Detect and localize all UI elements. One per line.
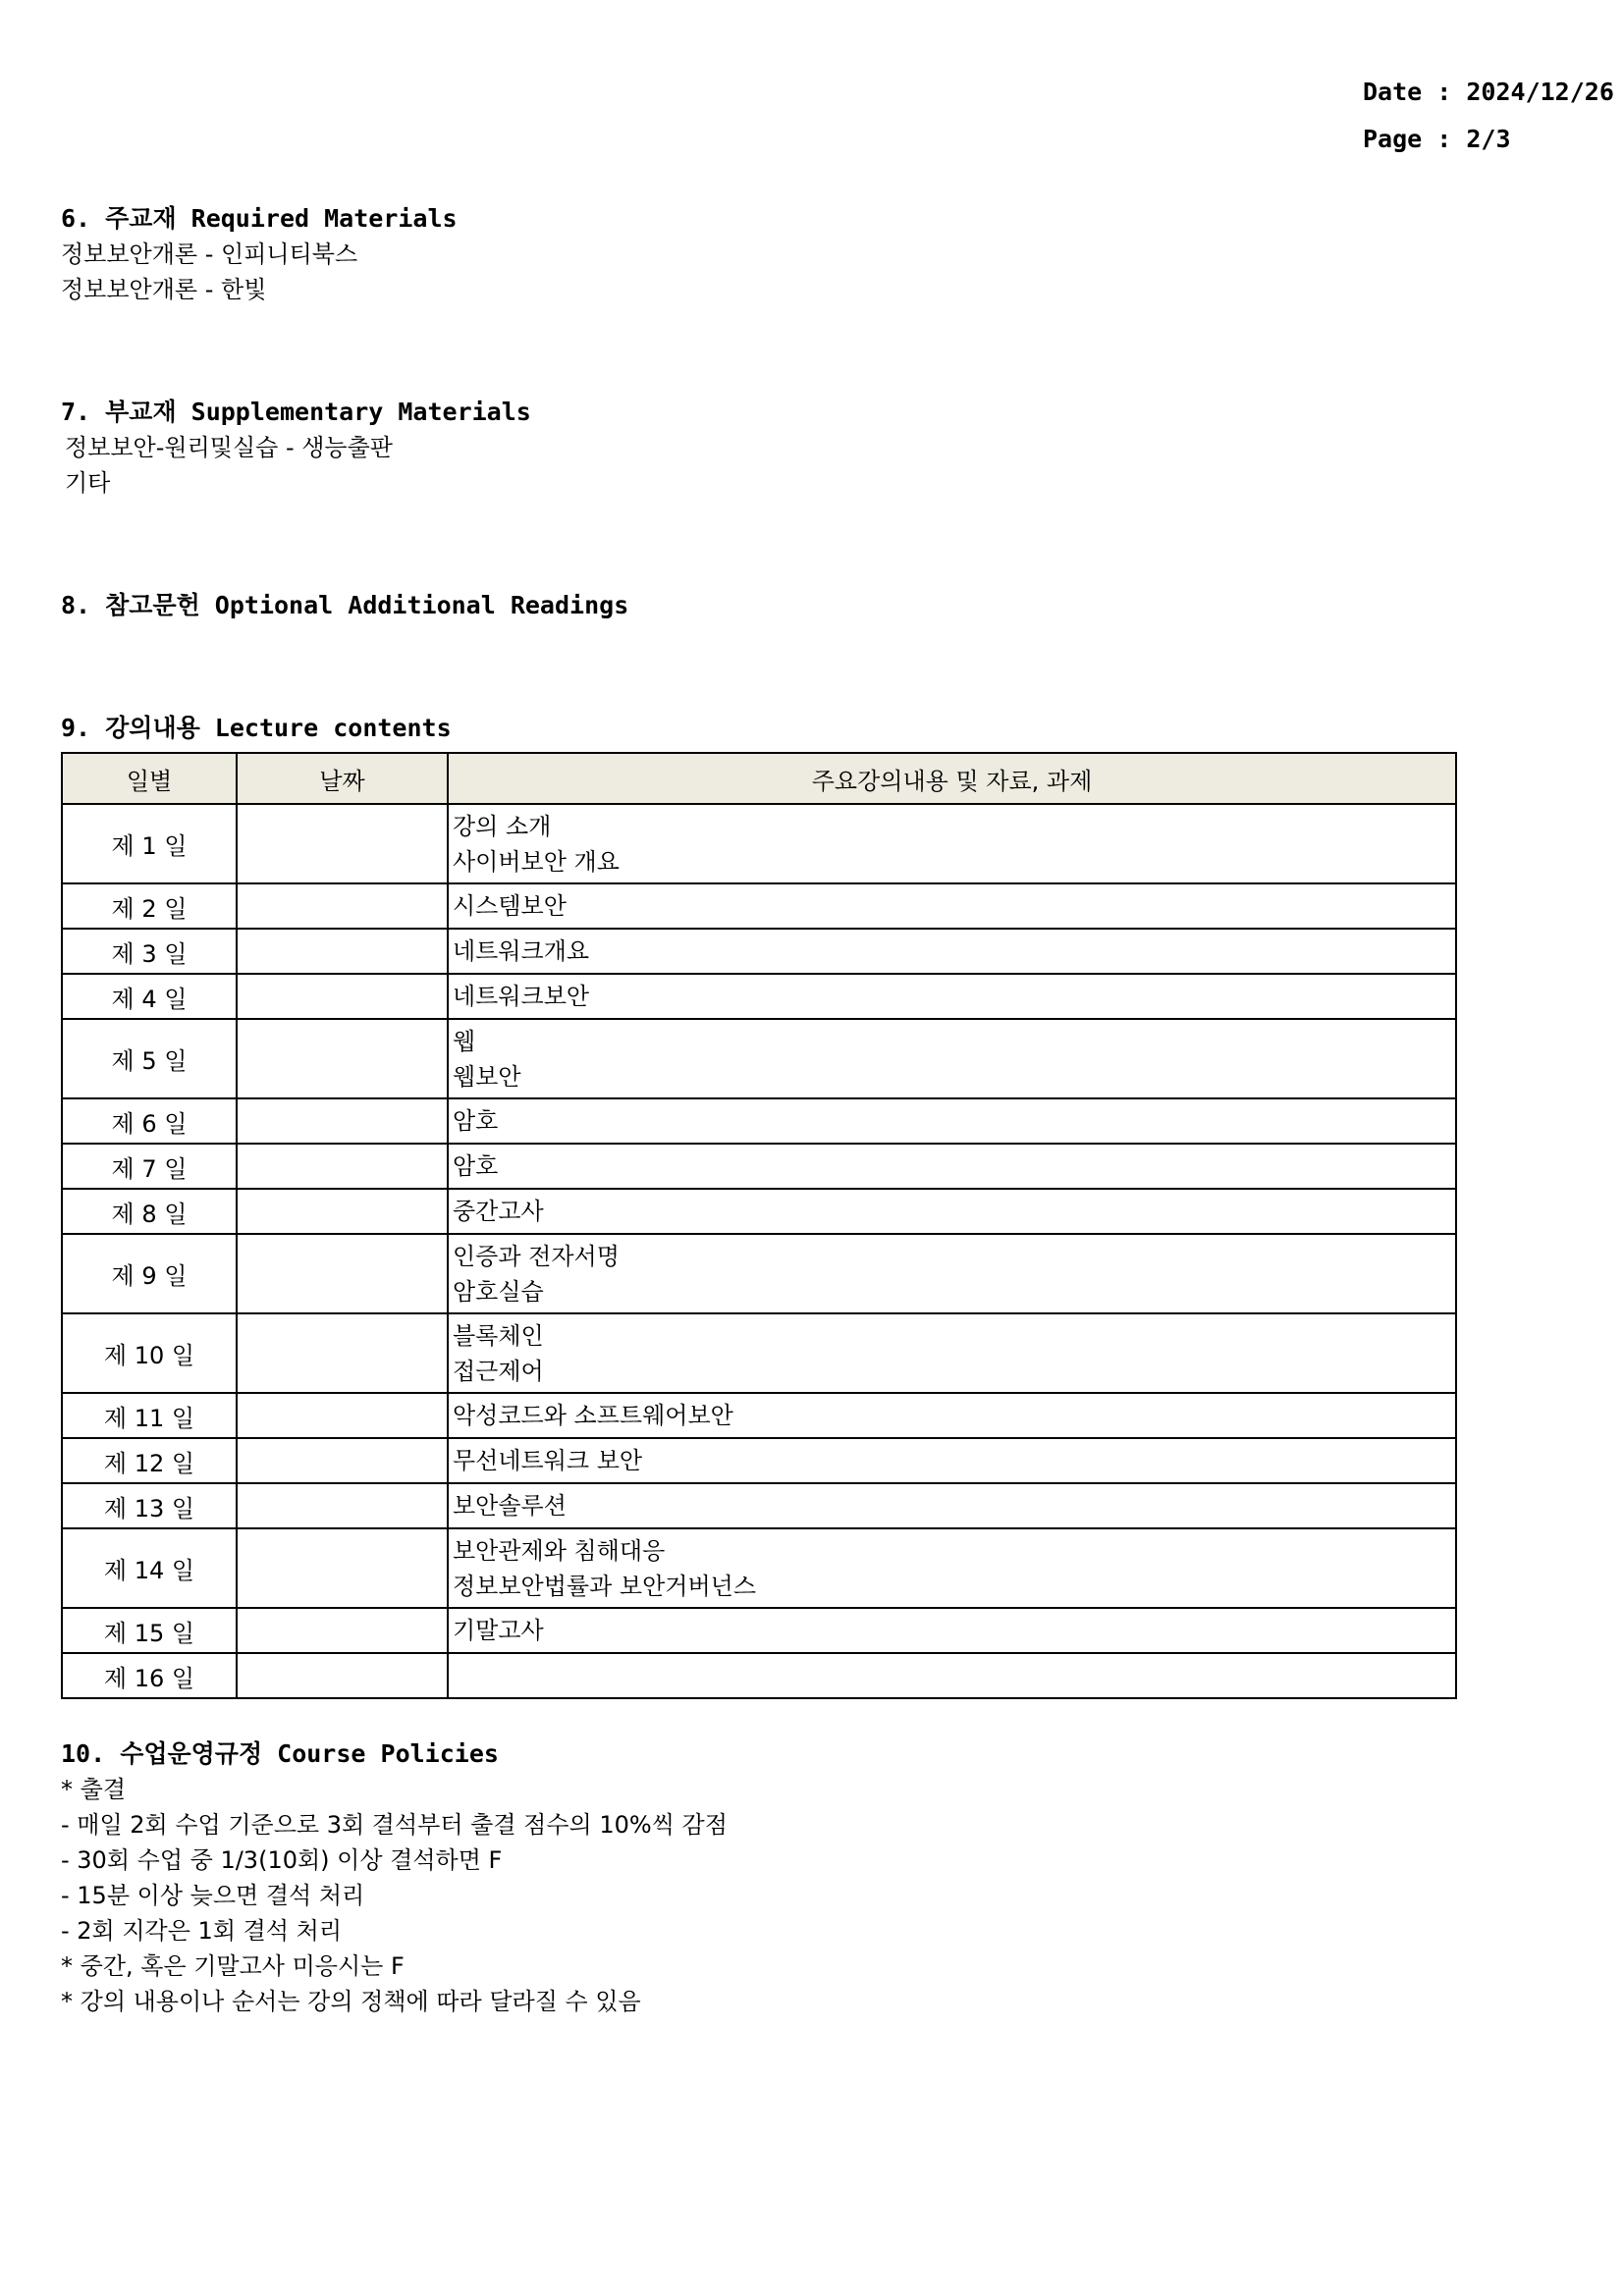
policy-line: * 강의 내용이나 순서는 강의 정책에 따라 달라질 수 있음 <box>61 1988 641 2015</box>
table-row <box>62 804 1456 883</box>
date-cell <box>237 1608 448 1653</box>
table-row <box>62 1189 1456 1234</box>
day-cell: 제 8 일 <box>62 1189 237 1234</box>
content-cell <box>448 1234 1456 1313</box>
column-header-date: 날짜 <box>237 753 448 804</box>
section-course-policies <box>61 1736 1455 2019</box>
content-cell <box>448 883 1456 929</box>
content-cell <box>448 1528 1456 1608</box>
section-optional-readings <box>61 588 1455 623</box>
day-cell: 제 9 일 <box>62 1234 237 1313</box>
content-cell <box>448 1189 1456 1234</box>
date-cell <box>237 1653 448 1698</box>
content-line: 무선네트워크 보안 <box>453 1447 643 1474</box>
date-cell <box>237 1393 448 1438</box>
table-row <box>62 1393 1456 1438</box>
list-item: 기타 <box>65 469 111 497</box>
day-cell: 제 12 일 <box>62 1438 237 1483</box>
table-row <box>62 1483 1456 1528</box>
content-line: 보안관제와 침해대응 <box>453 1536 666 1565</box>
content-cell <box>448 1608 1456 1653</box>
date-cell <box>237 1483 448 1528</box>
content-cell <box>448 1393 1456 1438</box>
date-cell <box>237 1528 448 1608</box>
content-line: 정보보안법률과 보안거버넌스 <box>453 1572 757 1600</box>
table-row <box>62 1144 1456 1189</box>
date-cell <box>237 974 448 1019</box>
section-heading: 8. 참고문헌 Optional Additional Readings <box>61 591 629 619</box>
lecture-table <box>61 752 1457 1699</box>
day-cell: 제 13 일 <box>62 1483 237 1528</box>
table-row <box>62 883 1456 929</box>
policy-line: - 30회 수업 중 1/3(10회) 이상 결석하면 F <box>61 1846 503 1874</box>
list-item: 정보보안-원리및실습 - 생능출판 <box>65 434 393 461</box>
content-line: 네트워크개요 <box>453 937 590 965</box>
content-cell <box>448 804 1456 883</box>
page-meta <box>1363 69 1614 163</box>
column-header-content: 주요강의내용 및 자료, 과제 <box>448 753 1456 804</box>
date-cell <box>237 804 448 883</box>
content-cell <box>448 1019 1456 1098</box>
table-row <box>62 1098 1456 1144</box>
policy-line: * 중간, 혹은 기말고사 미응시는 F <box>61 1952 405 1980</box>
table-row <box>62 1608 1456 1653</box>
content-line: 사이버보안 개요 <box>453 847 620 876</box>
section-heading: 6. 주교재 Required Materials <box>61 204 458 233</box>
page-number-label: Page : 2/3 <box>1363 125 1511 153</box>
content-line: 중간고사 <box>453 1198 544 1225</box>
content-line: 암호 <box>453 1107 499 1135</box>
day-cell: 제 6 일 <box>62 1098 237 1144</box>
day-cell: 제 2 일 <box>62 883 237 929</box>
content-cell <box>448 1653 1456 1698</box>
policy-line: - 매일 2회 수업 기준으로 3회 결석부터 출결 점수의 10%씩 감점 <box>61 1811 728 1839</box>
table-row <box>62 1234 1456 1313</box>
content-cell <box>448 1098 1456 1144</box>
section-supplementary-materials <box>61 395 1455 501</box>
content-line: 블록체인 <box>453 1321 544 1350</box>
table-row <box>62 929 1456 974</box>
content-cell <box>448 1483 1456 1528</box>
day-cell: 제 4 일 <box>62 974 237 1019</box>
content-line: 네트워크보안 <box>453 983 590 1010</box>
date-cell <box>237 1019 448 1098</box>
date-cell <box>237 929 448 974</box>
lecture-table-body <box>62 804 1456 1698</box>
table-header-row <box>62 753 1456 804</box>
content-line: 악성코드와 소프트웨어보안 <box>453 1402 733 1429</box>
column-header-day: 일별 <box>62 753 237 804</box>
day-cell: 제 10 일 <box>62 1313 237 1393</box>
table-row <box>62 1019 1456 1098</box>
day-cell: 제 5 일 <box>62 1019 237 1098</box>
content-line: 암호실습 <box>453 1277 544 1306</box>
section-heading: 7. 부교재 Supplementary Materials <box>61 398 531 426</box>
date-cell <box>237 1234 448 1313</box>
section-heading: 9. 강의내용 Lecture contents <box>61 714 452 742</box>
content-line: 강의 소개 <box>453 812 552 840</box>
date-cell <box>237 1438 448 1483</box>
content-line: 기말고사 <box>453 1617 544 1644</box>
day-cell: 제 1 일 <box>62 804 237 883</box>
day-cell: 제 16 일 <box>62 1653 237 1698</box>
content-line: 접근제어 <box>453 1357 544 1385</box>
table-row <box>62 1313 1456 1393</box>
date-cell <box>237 1098 448 1144</box>
content-line: 웹 <box>453 1027 476 1055</box>
table-row <box>62 1528 1456 1608</box>
content-cell <box>448 1313 1456 1393</box>
list-item: 정보보안개론 - 한빛 <box>61 276 267 303</box>
day-cell: 제 14 일 <box>62 1528 237 1608</box>
day-cell: 제 7 일 <box>62 1144 237 1189</box>
policy-line: * 출결 <box>61 1776 126 1803</box>
content-line: 인증과 전자서명 <box>453 1242 620 1270</box>
content-cell <box>448 1438 1456 1483</box>
date-cell <box>237 1313 448 1393</box>
table-row <box>62 1653 1456 1698</box>
date-cell <box>237 1189 448 1234</box>
day-cell: 제 11 일 <box>62 1393 237 1438</box>
date-label: Date : 2024/12/26 <box>1363 78 1614 106</box>
document-body <box>61 201 1455 2019</box>
content-line: 암호 <box>453 1152 499 1180</box>
content-line: 시스템보안 <box>453 892 567 920</box>
policy-line: - 15분 이상 늦으면 결석 처리 <box>61 1882 365 1909</box>
content-cell <box>448 974 1456 1019</box>
date-cell <box>237 883 448 929</box>
section-required-materials <box>61 201 1455 307</box>
table-row <box>62 1438 1456 1483</box>
section-heading: 10. 수업운영규정 Course Policies <box>61 1739 499 1768</box>
day-cell: 제 15 일 <box>62 1608 237 1653</box>
list-item: 정보보안개론 - 인피니티북스 <box>61 240 358 268</box>
table-row <box>62 974 1456 1019</box>
section-lecture-contents <box>61 711 1455 1699</box>
content-line: 보안솔루션 <box>453 1492 567 1520</box>
content-cell <box>448 929 1456 974</box>
day-cell: 제 3 일 <box>62 929 237 974</box>
content-cell <box>448 1144 1456 1189</box>
content-line: 웹보안 <box>453 1062 521 1091</box>
date-cell <box>237 1144 448 1189</box>
policy-line: - 2회 지각은 1회 결석 처리 <box>61 1917 342 1945</box>
